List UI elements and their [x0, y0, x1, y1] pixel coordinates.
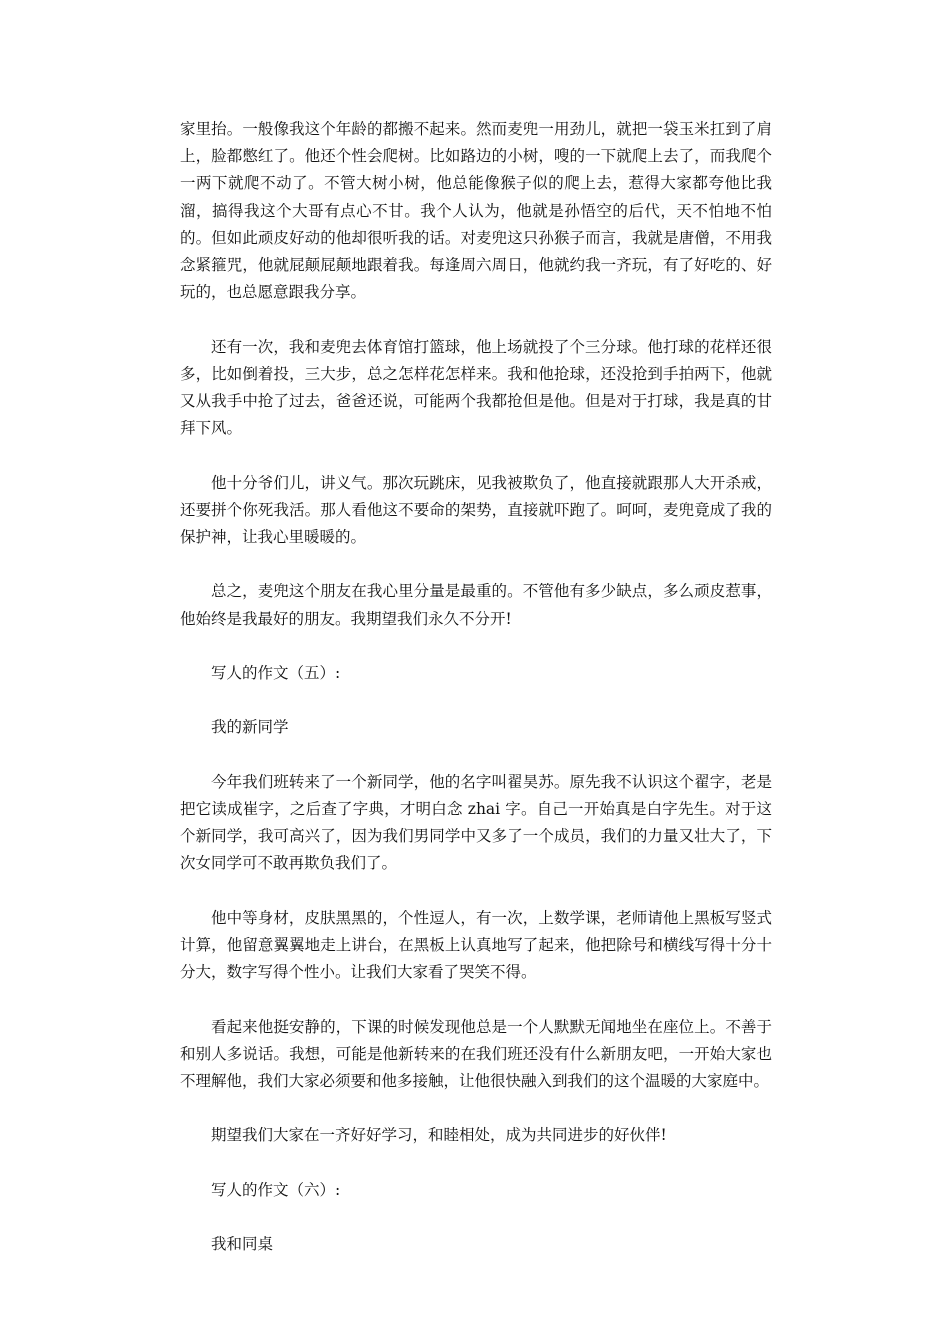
paragraph-basketball: 还有一次，我和麦兜去体育馆打篮球，他上场就投了个三分球。他打球的花样还很多，比如倒着投，三大步，总之怎样花怎样来。我和他抢球，还没抢到手拍两下，他就又从我手中抢了过去，爸爸还说，可能两个我都抢但是他。但是对于打球，我是真的甘拜下风。	[180, 337, 772, 438]
paragraph-loyalty: 他十分爷们儿，讲义气。那次玩跳床，见我被欺负了，他直接就跟那人大开杀戒，还要拼个你死我活。那人看他这不要命的架势，直接就吓跑了。呵呵，麦兜竟成了我的保护神，让我心里暖暖的。	[180, 473, 772, 547]
section-heading-five: 写人的作文（五）:	[211, 664, 341, 682]
paragraph-conclusion: 总之，麦兜这个朋友在我心里分量是最重的。不管他有多少缺点，多么顽皮惹事，他始终是我最好的朋友。我期望我们永久不分开!	[180, 582, 772, 628]
paragraph-new-classmate-appearance: 他中等身材，皮肤黑黑的，个性逗人，有一次，上数学课，老师请他上黑板写竖式计算，他留意翼翼地走上讲台，在黑板上认真地写了起来，他把除号和横线写得十分十分大，数字写得个性小。让我们大家看了哭笑不得。	[180, 908, 772, 982]
paragraph-continued: 家里抬。一般像我这个年龄的都搬不起来。然而麦兜一用劲儿，就把一袋玉米扛到了肩上，脸都憋红了。他还个性会爬树。比如路边的小树，嗖的一下就爬上去了，而我爬个一两下就爬不动了。不管大树小树，他总能像猴子似的爬上去，惹得大家都夸他比我溜，搞得我这个大哥有点心不甘。我个人认为，他就是孙悟空的后代，天不怕地不怕的。但如此顽皮好动的他却很听我的话。对麦兜这只孙猴子而言，我就是唐僧，不用我念紧箍咒，他就屁颠屁颠地跟着我。每逢周六周日，他就约我一齐玩，有了好吃的、好玩的，也总愿意跟我分享。	[180, 120, 772, 302]
document-page	[180, 116, 772, 1286]
paragraph-new-classmate-hope: 期望我们大家在一齐好好学习，和睦相处，成为共同进步的好伙伴!	[211, 1126, 667, 1145]
essay-title-deskmate: 我和同桌	[211, 1235, 274, 1254]
paragraph-new-classmate-quiet: 看起来他挺安静的，下课的时候发现他总是一个人默默无闻地坐在座位上。不善于和别人多说话。我想，可能是他新转来的在我们班还没有什么新朋友吧，一开始大家也不理解他，我们大家必须要和他多接触，让他很快融入到我们的这个温暖的大家庭中。	[180, 1017, 772, 1090]
section-heading-six: 写人的作文（六）:	[211, 1180, 341, 1199]
paragraph-new-classmate-intro: 今年我们班转来了一个新同学，他的名字叫翟昊苏。原先我不认识这个翟字，老是把它读成崔字，之后查了字典，才明白念 zhai 字。自己一开始真是白字先生。对于这个新同学，我可高兴了，因为我们男同学中又多了一个成员，我们的力量又壮大了，下次女同学可不敢再欺负我们了。	[180, 772, 772, 873]
essay-title-new-classmate: 我的新同学	[211, 718, 289, 737]
